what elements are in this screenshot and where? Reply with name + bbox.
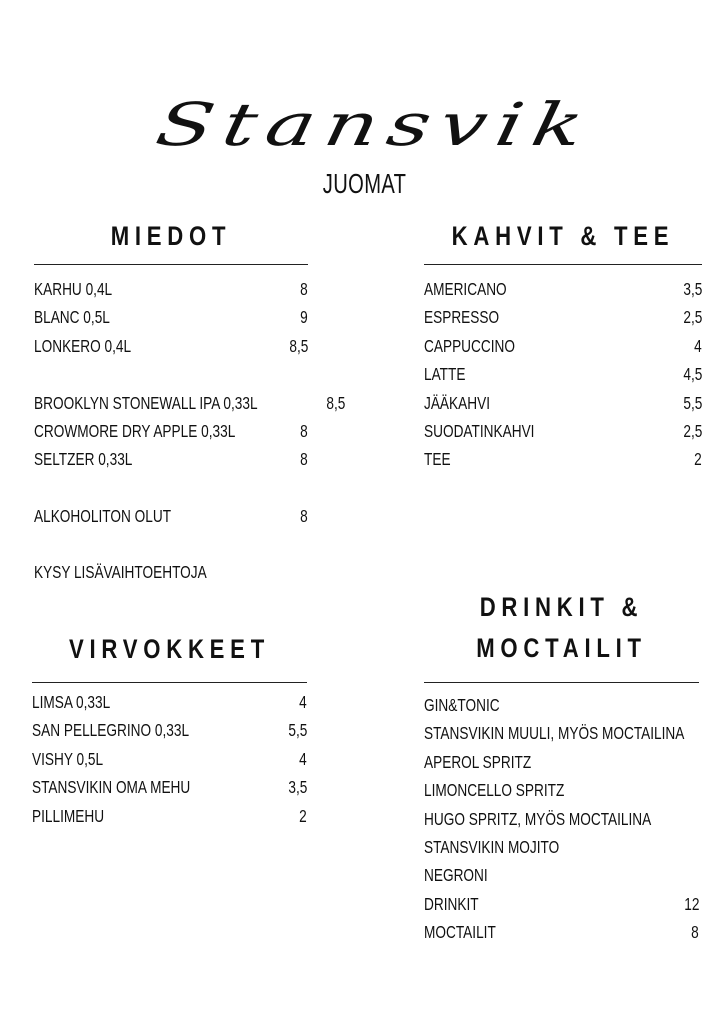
section-kahvit-tee [424,217,702,478]
item-price: 12 [683,893,699,914]
item-name: STANSVIKIN MOJITO [424,836,560,857]
item-price: 4 [694,335,702,356]
item-name: TEE [424,449,451,470]
menu-item [32,749,307,777]
menu-item [34,336,308,364]
item-name: NEGRONI [424,865,488,886]
item-price: 3,5 [288,777,307,798]
item-name: LONKERO 0,4L [34,335,132,356]
menu-item [424,723,699,751]
item-name: CROWMORE DRY APPLE 0,33L [34,420,236,441]
item-name: DRINKIT [424,893,479,914]
item-name: SAN PELLEGRINO 0,33L [32,720,190,741]
menu-item [34,279,308,307]
menu-item [34,421,308,449]
menu-item [424,307,702,335]
menu-item [34,307,308,335]
menu-item [424,421,702,449]
item-list [32,692,307,834]
menu-item [424,780,699,808]
item-name: SELTZER 0,33L [34,449,133,470]
item-name: STANSVIKIN OMA MEHU [32,777,191,798]
item-name: SUODATINKAHVI [424,420,535,441]
menu-item [424,922,699,950]
divider [32,682,307,683]
item-name: JÄÄKAHVI [424,392,491,413]
section-title: KAHVIT & TEE [451,221,675,251]
menu-item [34,392,345,421]
item-name: GIN&TONIC [424,695,500,715]
item-price: 8 [300,420,308,441]
item-name: APEROL SPRITZ [424,751,532,772]
item-name: HUGO SPRITZ, MYÖS MOCTAILINA [424,808,652,829]
item-name: STANSVIKIN MUULI, MYÖS MOCTAILINA [424,723,685,744]
menu-item [424,393,702,421]
menu-item [34,449,308,477]
item-price: 8 [300,279,308,299]
item-name: MOCTAILIT [424,922,496,943]
item-price: 8,5 [289,335,308,356]
item-list [424,695,699,951]
item-name: KARHU 0,4L [34,279,113,299]
item-name: BROOKLYN STONEWALL IPA 0,33L [34,392,258,413]
menu-item [32,806,307,834]
item-price: 8 [691,922,699,943]
section-title: MIEDOT [110,221,232,251]
section-drinkit-moctailit [424,588,699,951]
item-name: LIMSA 0,33L [32,692,111,712]
item-price: 3,5 [683,279,702,299]
menu-item [424,752,699,780]
menu-item [424,449,702,477]
item-price: 5,5 [288,720,307,741]
item-price: 2,5 [683,420,702,441]
stansvik-logo [130,70,620,180]
item-price: 2 [299,805,307,826]
item-name: CAPPUCCINO [424,335,516,356]
divider [424,264,702,265]
section-miedot [34,217,345,535]
spacer [34,478,308,506]
ask-more-options-note: KYSY LISÄVAIHTOEHTOJA [34,562,207,582]
logo-text: Stansvik [150,90,600,160]
item-price: 2 [694,449,702,470]
item-name: ESPRESSO [424,307,500,328]
item-name: AMERICANO [424,279,507,299]
item-price: 4,5 [683,364,702,385]
menu-item [424,695,699,723]
divider [34,264,308,265]
spacer [34,364,308,392]
menu-item [424,865,699,893]
section-title-line-2: MOCTAILIT [476,633,647,663]
menu-item [32,777,307,805]
item-price: 2,5 [683,307,702,328]
section-virvokkeet [32,630,307,834]
item-price: 4 [299,692,307,712]
item-name: VISHY 0,5L [32,748,104,769]
item-price: 9 [300,307,308,328]
section-title: VIRVOKKEET [69,634,270,664]
menu-item [424,837,699,865]
item-price: 4 [299,748,307,769]
item-price: 8,5 [325,392,345,413]
menu-item [424,809,699,837]
menu-item [32,692,307,720]
menu-item [34,506,308,534]
page-subtitle: JUOMAT [322,168,407,199]
menu-item [424,279,702,307]
item-name: LATTE [424,364,466,385]
menu-item [424,894,699,922]
item-name: ALKOHOLITON OLUT [34,506,172,527]
item-list [424,279,702,478]
menu-item [32,720,307,748]
menu-item [424,364,702,392]
item-price: 5,5 [683,392,702,413]
item-list [34,279,345,535]
item-name: PILLIMEHU [32,805,105,826]
divider [424,682,699,683]
item-name: BLANC 0,5L [34,307,110,328]
item-price: 8 [300,449,308,470]
menu-item [424,336,702,364]
item-price: 8 [300,506,308,527]
item-name: LIMONCELLO SPRITZ [424,780,565,801]
section-title-line-1: DRINKIT & [479,592,644,622]
